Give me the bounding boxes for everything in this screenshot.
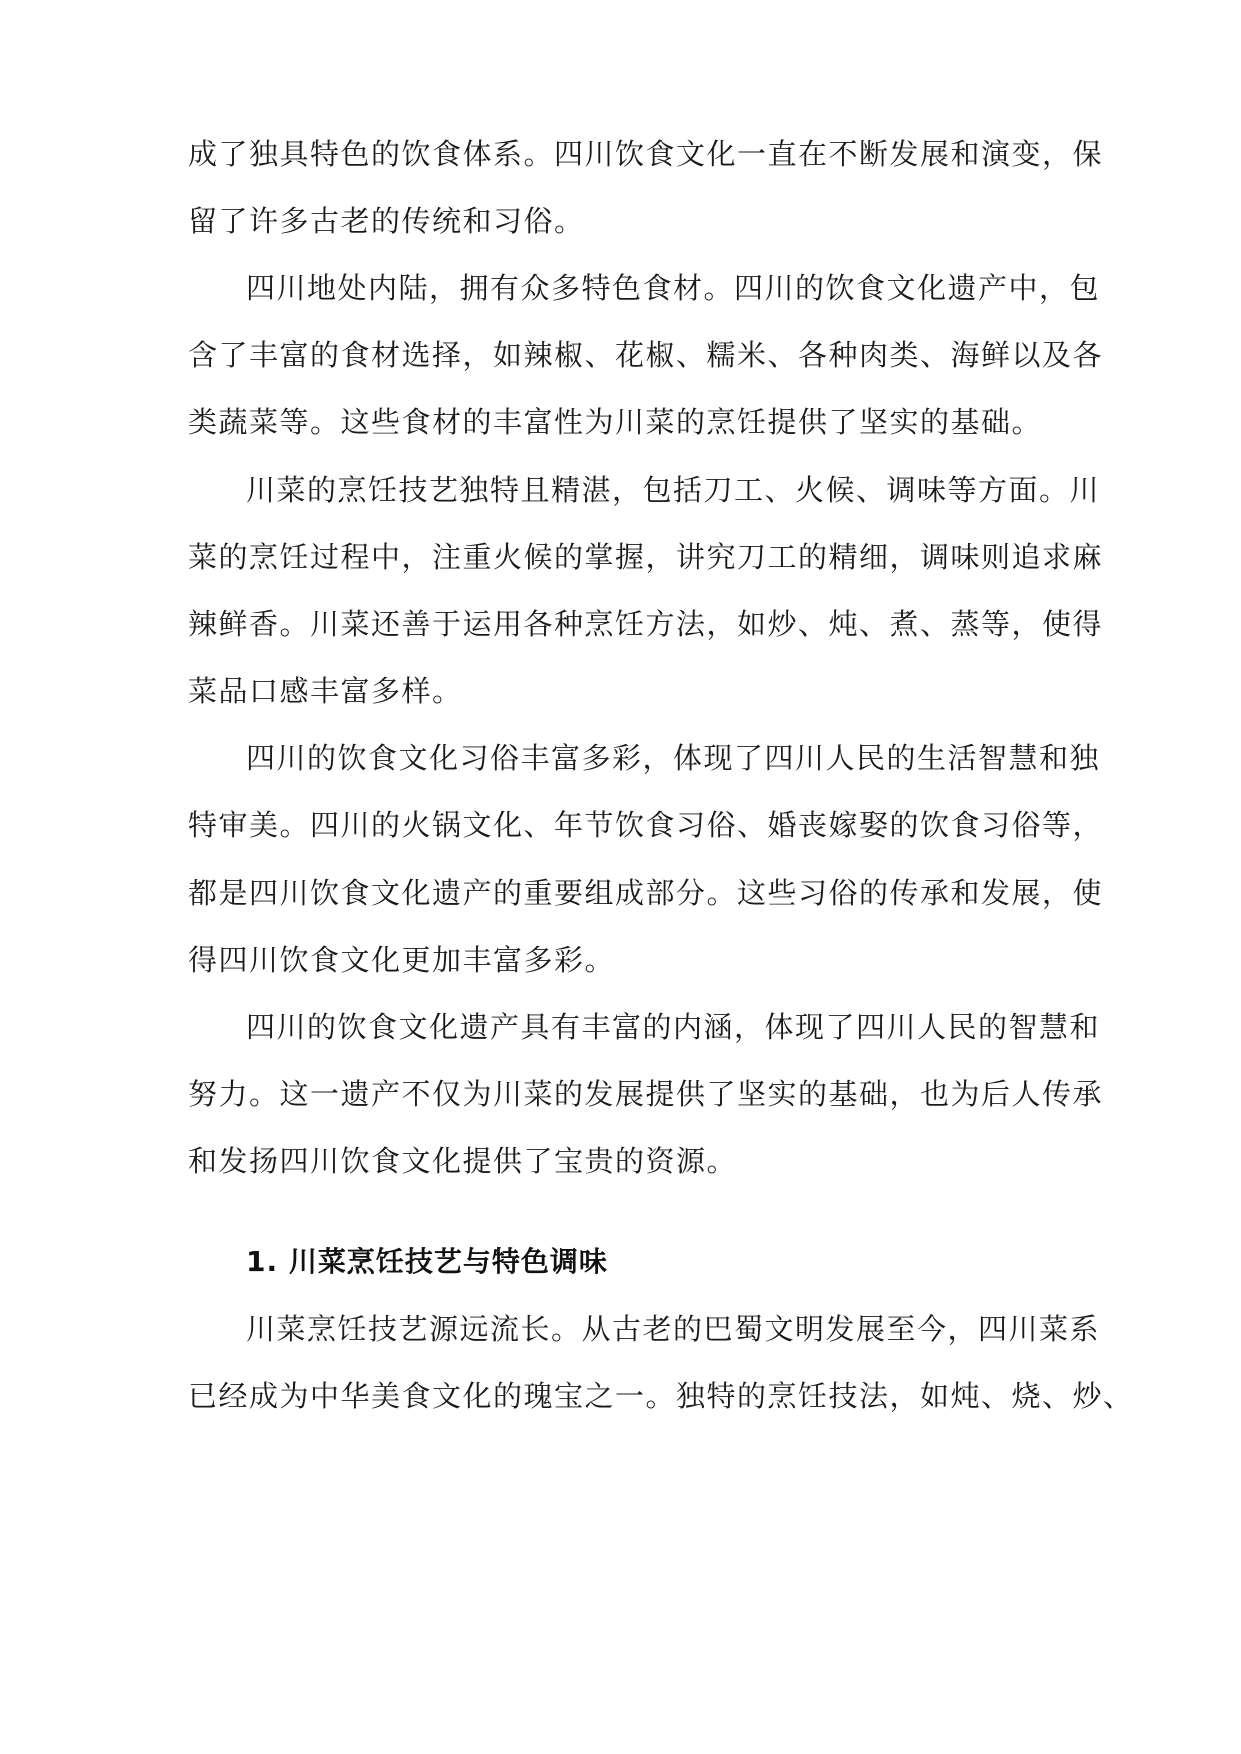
body-text-line: 得四川饮食文化更加丰富多彩。 xyxy=(188,943,616,977)
body-text-line: 类蔬菜等。这些食材的丰富性为川菜的烹饪提供了坚实的基础。 xyxy=(188,405,1043,439)
body-text-line: 川菜烹饪技艺源远流长。从古老的巴蜀文明发展至今，四川菜系 xyxy=(246,1312,1101,1346)
body-text-line: 辣鲜香。川菜还善于运用各种烹饪方法，如炒、炖、煮、蒸等，使得 xyxy=(188,607,1104,641)
body-text-line: 特审美。四川的火锅文化、年节饮食习俗、婚丧嫁娶的饮食习俗等， xyxy=(188,808,1104,842)
body-text-line: 努力。这一遗产不仅为川菜的发展提供了坚实的基础，也为后人传承 xyxy=(188,1077,1104,1111)
body-text-line: 菜的烹饪过程中，注重火候的掌握，讲究刀工的精细，调味则追求麻 xyxy=(188,540,1104,574)
body-text-line: 四川地处内陆，拥有众多特色食材。四川的饮食文化遗产中，包 xyxy=(246,271,1101,305)
body-text-line: 留了许多古老的传统和习俗。 xyxy=(188,204,585,238)
body-text-line: 菜品口感丰富多样。 xyxy=(188,674,463,708)
body-text-line: 已经成为中华美食文化的瑰宝之一。独特的烹饪技法，如炖、烧、炒、 xyxy=(188,1379,1134,1413)
body-text-line: 含了丰富的食材选择，如辣椒、花椒、糯米、各种肉类、海鲜以及各 xyxy=(188,338,1104,372)
body-text-line: 和发扬四川饮食文化提供了宝贵的资源。 xyxy=(188,1144,738,1178)
body-text-line: 都是四川饮食文化遗产的重要组成部分。这些习俗的传承和发展，使 xyxy=(188,876,1104,910)
body-text-line: 四川的饮食文化遗产具有丰富的内涵，体现了四川人民的智慧和 xyxy=(246,1010,1101,1044)
section-heading: 1. 川菜烹饪技艺与特色调味 xyxy=(246,1245,608,1278)
body-text-line: 川菜的烹饪技艺独特且精湛，包括刀工、火候、调味等方面。川 xyxy=(246,473,1101,507)
body-text-line: 成了独具特色的饮食体系。四川饮食文化一直在不断发展和演变，保 xyxy=(188,137,1104,171)
body-text-line: 四川的饮食文化习俗丰富多彩，体现了四川人民的生活智慧和独 xyxy=(246,741,1101,775)
